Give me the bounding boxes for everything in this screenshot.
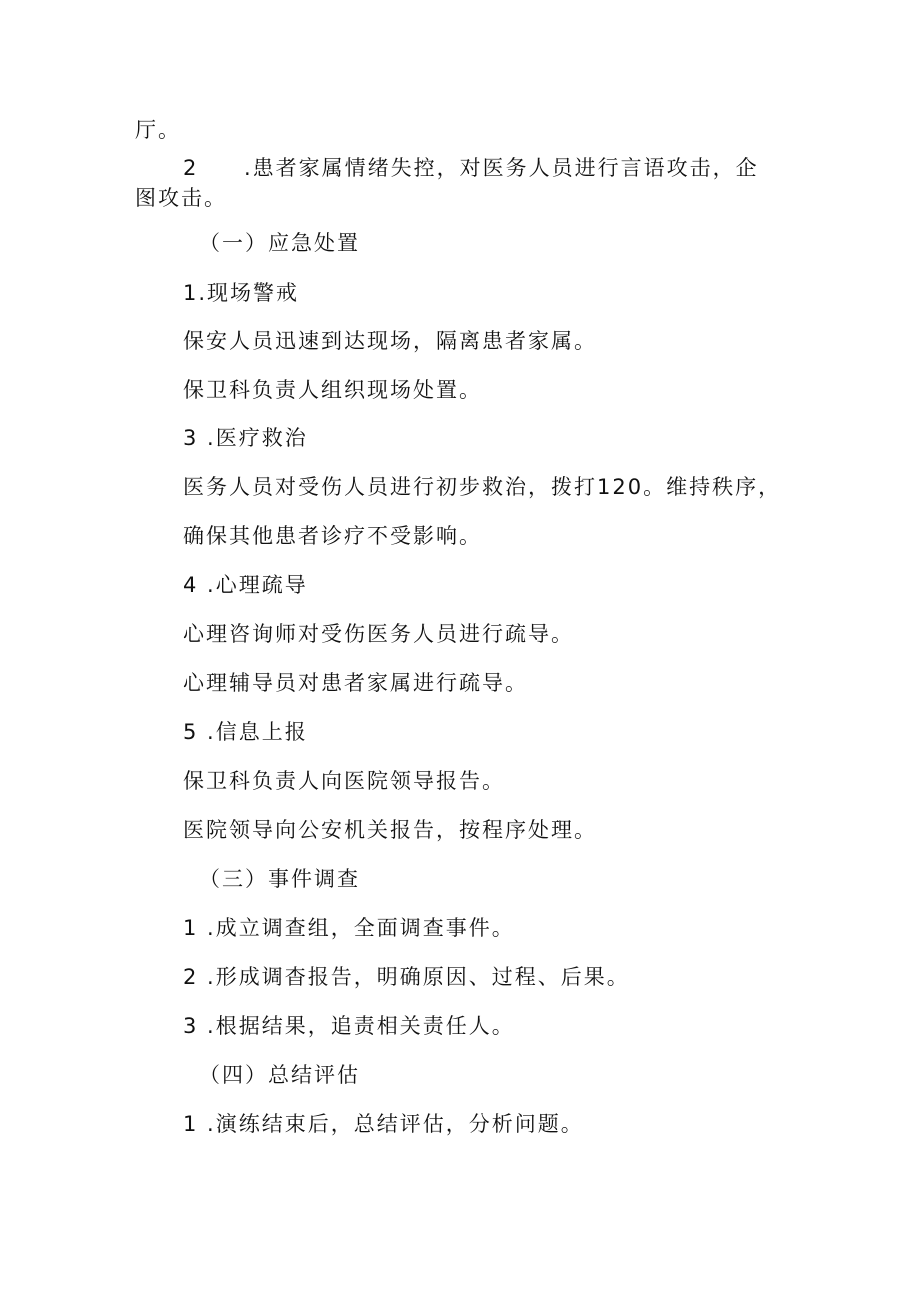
text-line: 保卫科负责人组织现场处置。: [183, 378, 482, 402]
subsection-heading: 4 .心理疏导: [183, 573, 308, 597]
text-line: 保安人员迅速到达现场，隔离患者家属。: [183, 329, 597, 353]
text-line: 保卫科负责人向医院领导报告。: [183, 769, 505, 793]
list-item: 2 .形成调杳报告，明确原因、过程、后果。: [183, 965, 630, 989]
subsection-heading: 5 .信息上报: [183, 720, 308, 744]
item-number: 2: [183, 156, 199, 180]
subsection-heading: 1.现场警戒: [183, 281, 300, 305]
text-line: 医务人员对受伤人员进行初步救治，拨打120。维持秩序，: [183, 475, 782, 499]
text-line: 心理辅导员对患者家属进行疏导。: [183, 671, 528, 695]
section-heading: （四）总结评估: [199, 1063, 360, 1087]
list-item: 1 .成立调查组，全面调查事件。: [183, 916, 515, 940]
subsection-heading: 3 .医疗救治: [183, 426, 308, 450]
list-item: 1 .演练结束后，总结评估，分析问题。: [183, 1112, 584, 1136]
section-heading: （三）事件调查: [199, 867, 360, 891]
text-line: .患者家属情绪失控，对医务人员进行言语攻击，企: [244, 156, 759, 180]
list-item: 3 .根据结果，追责相关责任人。: [183, 1014, 515, 1038]
section-heading: （一）应急处置: [199, 231, 360, 255]
text-line: 医院领导向公安机关报告，按程序处理。: [183, 818, 597, 842]
text-line: 图攻击。: [135, 186, 227, 210]
text-line: 心理咨询师对受伤医务人员进行疏导。: [183, 622, 574, 646]
text-line: 厅。: [135, 118, 181, 142]
text-line: 确保其他患者诊疗不受影响。: [183, 524, 482, 548]
